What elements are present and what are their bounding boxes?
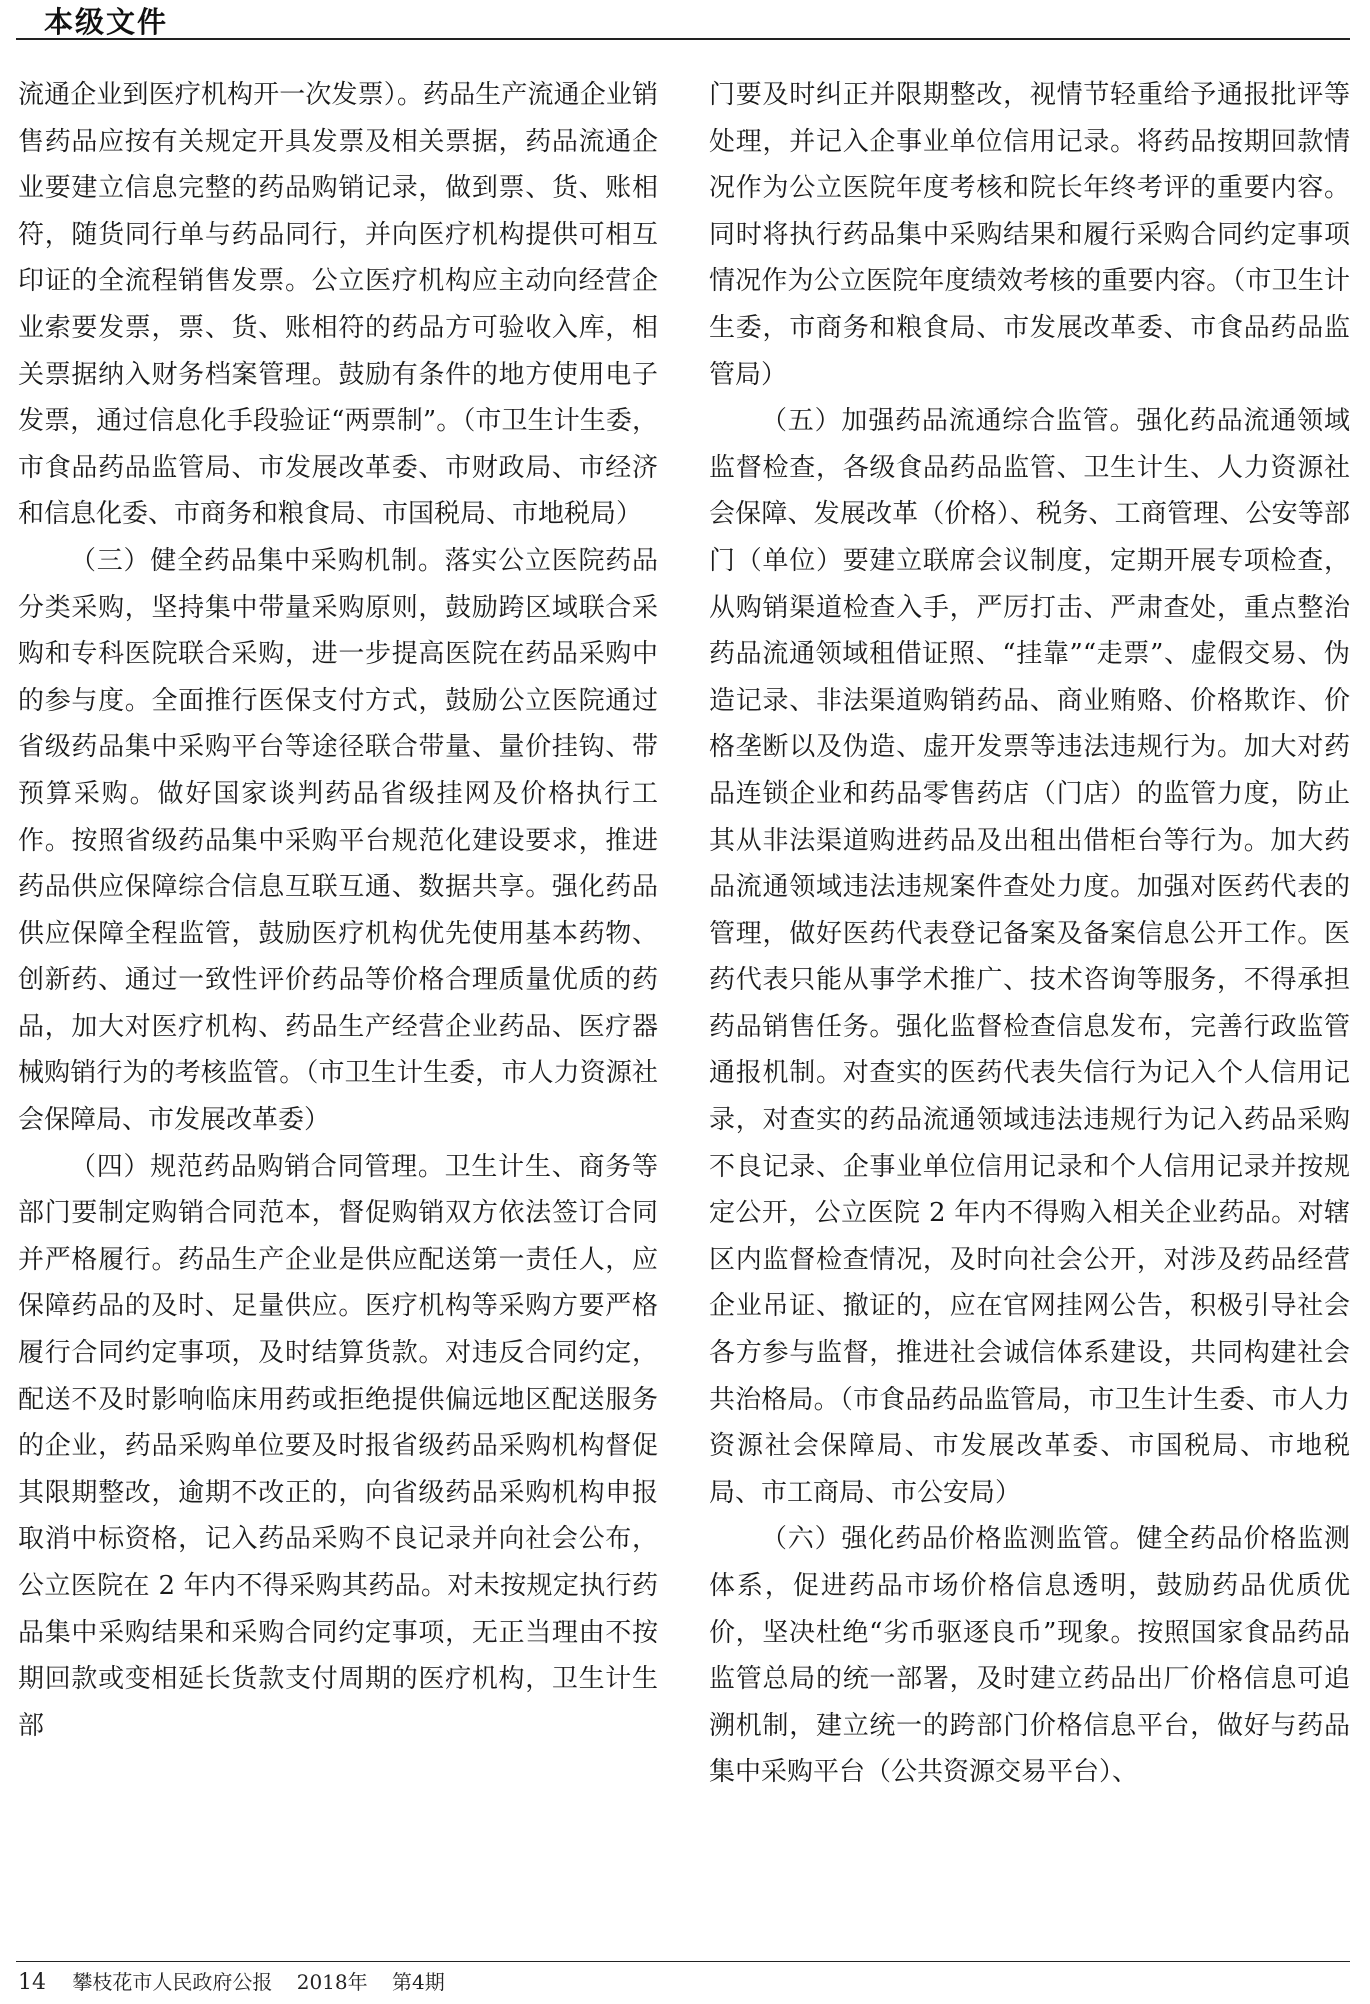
paragraph-section-3: （三）健全药品集中采购机制。落实公立医院药品分类采购，坚持集中带量采购原则，鼓励跨区域联合采购和专科医院联合采购，进一步提高医院在药品采购中的参与度。全面推行医保支付方式，鼓励公立医院通过省级药品集中采购平台等途径联合带量、量价挂钩、带预算采购。做好国家谈判药品省级挂网及价格执行工作。按照省级药品集中采购平台规范化建设要求，推进药品供应保障综合信息互联互通、数据共享。强化药品供应保障全程监管，鼓励医疗机构优先使用基本药物、创新药、通过一致性评价药品等价格合理质量优质的药品，加大对医疗机构、药品生产经营企业药品、医疗器械购销行为的考核监管。（市卫生计生委，市人力资源社会保障局、市发展改革委） xyxy=(18,545,658,1136)
paragraph-section-4: （四）规范药品购销合同管理。卫生计生、商务等部门要制定购销合同范本，督促购销双方依法签订合同并严格履行。药品生产企业是供应配送第一责任人，应保障药品的及时、足量供应。医疗机构等采购方要严格履行合同约定事项，及时结算货款。对违反合同约定，配送不及时影响临床用药或拒绝提供偏远地区配送服务的企业，药品采购单位要及时报省级药品采购机构督促其限期整改，逾期不改正的，向省级药品采购机构申报取消中标资格，记入药品采购不良记录并向社会公布，公立医院在 2 年内不得采购其药品。对未按规定执行药品集中采购结果和采购合同约定事项，无正当理由不按期回款或变相延长货款支付周期的医疗机构，卫生计生部 xyxy=(18,1151,658,1741)
right-column xyxy=(709,72,1350,1796)
section-title: 本级文件 xyxy=(44,5,169,39)
issue-number: 第4期 xyxy=(391,1970,445,1994)
publication-name: 攀枝花市人民政府公报 xyxy=(72,1970,273,1994)
footer-divider xyxy=(16,1961,1350,1962)
paragraph-section-6: （六）强化药品价格监测监管。健全药品价格监测体系，促进药品市场价格信息透明，鼓励药品优质优价，坚决杜绝“劣币驱逐良币”现象。按照国家食品药品监管总局的统一部署，及时建立药品出厂价格信息可追溯机制，建立统一的跨部门价格信息平台，做好与药品集中采购平台（公共资源交易平台）、 xyxy=(709,1524,1350,1788)
header-divider xyxy=(16,38,1350,40)
page-number: 14 xyxy=(18,1970,46,1995)
paragraph-continued-right: 门要及时纠正并限期整改，视情节轻重给予通报批评等处理，并记入企事业单位信用记录。将药品按期回款情况作为公立医院年度考核和院长年终考评的重要内容。同时将执行药品集中采购结果和履行采购合同约定事项情况作为公立医院年度绩效考核的重要内容。（市卫生计生委，市商务和粮食局、市发展改革委、市食品药品监管局） xyxy=(709,80,1350,390)
paragraph-section-5: （五）加强药品流通综合监管。强化药品流通领域监督检查，各级食品药品监管、卫生计生、人力资源社会保障、发展改革（价格）、税务、工商管理、公安等部门（单位）要建立联席会议制度，定期开展专项检查，从购销渠道检查入手，严厉打击、严肃查处，重点整治药品流通领域租借证照、“挂靠”“走票”、虚假交易、伪造记录、非法渠道购销药品、商业贿赂、价格欺诈、价格垄断以及伪造、虚开发票等违法违规行为。加大对药品连锁企业和药品零售药店（门店）的监管力度，防止其从非法渠道购进药品及出租出借柜台等行为。加大药品流通领域违法违规案件查处力度。加强对医药代表的管理，做好医药代表登记备案及备案信息公开工作。医药代表只能从事学术推广、技术咨询等服务，不得承担药品销售任务。强化监督检查信息发布，完善行政监管通报机制。对查实的医药代表失信行为记入个人信用记录，对查实的药品流通领域违法违规行为记入药品采购不良记录、企事业单位信用记录和个人信用记录并按规定公开，公立医院 2 年内不得购入相关企业药品。对辖区内监督检查情况，及时向社会公开，对涉及药品经营企业吊证、撤证的，应在官网挂网公告，积极引导社会各方参与监督，推进社会诚信体系建设，共同构建社会共治格局。（市食品药品监管局，市卫生计生委、市人力资源社会保障局、市发展改革委、市国税局、市地税局、市工商局、市公安局） xyxy=(709,406,1350,1508)
publication-year: 2018年 xyxy=(296,1970,368,1994)
paragraph-continued: 流通企业到医疗机构开一次发票）。药品生产流通企业销售药品应按有关规定开具发票及相关票据，药品流通企业要建立信息完整的药品购销记录，做到票、货、账相符，随货同行单与药品同行，并向医疗机构提供可相互印证的全流程销售发票。公立医疗机构应主动向经营企业索要发票，票、货、账相符的药品方可验收入库，相关票据纳入财务档案管理。鼓励有条件的地方使用电子发票，通过信息化手段验证“两票制”。（市卫生计生委，市食品药品监管局、市发展改革委、市财政局、市经济和信息化委、市商务和粮食局、市国税局、市地税局） xyxy=(18,80,658,530)
left-column xyxy=(18,72,658,1749)
page-footer xyxy=(18,1966,463,1996)
page-header xyxy=(0,0,1370,44)
